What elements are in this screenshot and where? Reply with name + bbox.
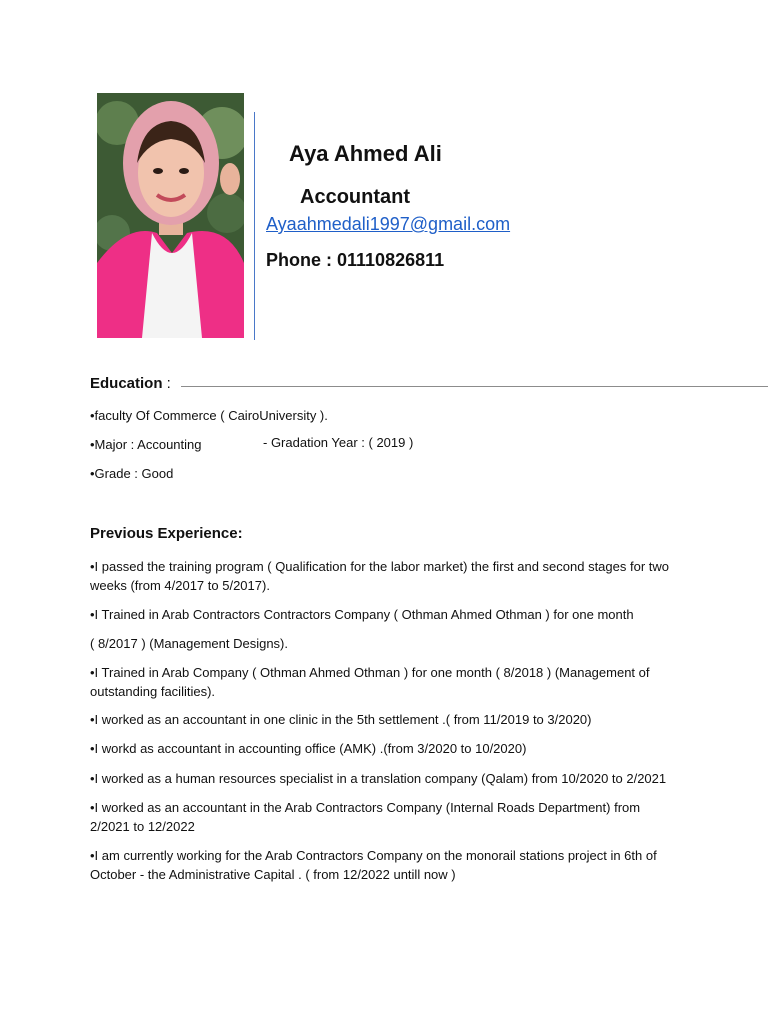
header-divider <box>254 112 255 340</box>
experience-item: •I passed the training program ( Qualification for the labor market) the first and second stages for two weeks (from 4/2017 to 5/2017). <box>90 559 670 593</box>
profile-photo <box>97 93 244 338</box>
education-item: •Major : Accounting <box>90 437 202 452</box>
experience-item: •I am currently working for the Arab Contractors Company on the monorail stations project in 6th of October - the Administrative Capital . ( from 12/2022 untill now ) <box>90 848 657 882</box>
education-heading <box>90 375 171 392</box>
person-name: Aya Ahmed Ali <box>289 141 442 166</box>
education-heading-text: Education <box>90 375 163 392</box>
experience-item: •I Trained in Arab Contractors Contractors Company ( Othman Ahmed Othman ) for one month <box>90 607 634 622</box>
experience-item: •I workd as accountant in accounting office (AMK) .(from 3/2020 to 10/2020) <box>90 741 527 756</box>
experience-heading: Previous Experience: <box>90 525 243 542</box>
experience-item: •I worked as a human resources specialist in a translation company (Qalam) from 10/2020 to 2/2021 <box>90 771 667 786</box>
experience-item: ( 8/2017 ) (Management Designs). <box>90 636 288 651</box>
education-rule <box>181 386 768 387</box>
experience-item: •I worked as an accountant in the Arab Contractors Company (Internal Roads Department) from 2/2021 to 12/2022 <box>90 800 641 834</box>
education-heading-suffix: : <box>162 375 171 392</box>
phone-number: Phone : 01110826811 <box>266 250 445 270</box>
experience-item: •I Trained in Arab Company ( Othman Ahmed Othman ) for one month ( 8/2018 ) (Management of outstanding facilities). <box>90 665 650 699</box>
education-item: •faculty Of Commerce ( CairoUniversity ). <box>90 408 328 423</box>
education-item: •Grade : Good <box>90 466 174 481</box>
experience-item: •I worked as an accountant in one clinic in the 5th settlement .( from 11/2019 to 3/2020) <box>90 712 592 727</box>
job-title: Accountant <box>300 186 410 208</box>
graduation-year: - Gradation Year : ( 2019 ) <box>263 435 414 450</box>
email-link[interactable]: Ayaahmedali1997@gmail.com <box>266 214 511 234</box>
